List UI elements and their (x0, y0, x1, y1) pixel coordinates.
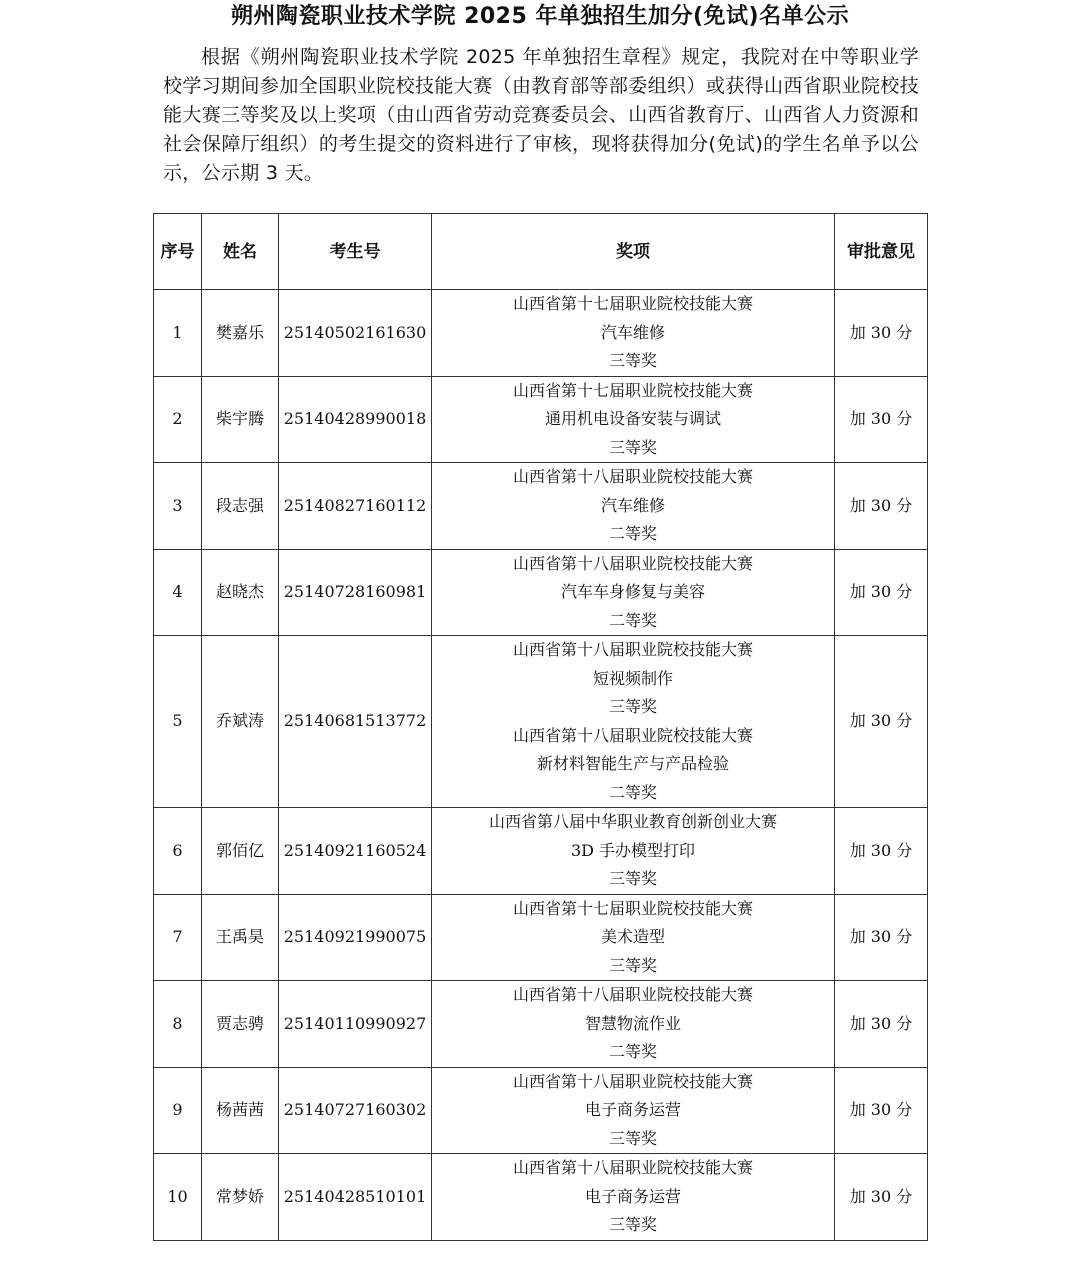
cell-exam-id: 25140110990927 (279, 981, 432, 1068)
cell-seq: 7 (154, 894, 202, 981)
cell-opinion: 加 30 分 (835, 1154, 928, 1241)
award-line: 三等奖 (608, 697, 657, 716)
cell-award (432, 549, 835, 636)
cell-seq: 5 (154, 636, 202, 808)
table-row (154, 376, 928, 463)
award-line: 二等奖 (608, 1042, 657, 1061)
header-opinion: 审批意见 (835, 214, 928, 290)
award-line: 二等奖 (608, 524, 657, 543)
award-line: 山西省第十八届职业院校技能大赛 (512, 1071, 753, 1091)
table-row (154, 1067, 928, 1154)
cell-opinion: 加 30 分 (835, 1067, 928, 1154)
award-line: 山西省第十八届职业院校技能大赛 (512, 985, 753, 1004)
document-title: 朔州陶瓷职业技术学院 2025 年单独招生加分(免试)名单公示 (230, 4, 850, 29)
cell-exam-id: 25140827160112 (279, 463, 432, 550)
award-line: 电子商务运营 (584, 1100, 681, 1119)
award-line: 三等奖 (608, 1128, 657, 1148)
table-row (154, 549, 928, 636)
table-row (154, 808, 928, 895)
award-line: 山西省第十八届职业院校技能大赛 (512, 467, 753, 486)
cell-name: 段志强 (202, 463, 279, 550)
header-name: 姓名 (202, 214, 279, 290)
cell-award (432, 636, 835, 808)
cell-name: 柴宇腾 (202, 376, 279, 463)
cell-opinion: 加 30 分 (835, 894, 928, 981)
table-header-row (154, 214, 928, 290)
award-line: 美术造型 (600, 927, 665, 946)
table-body (154, 290, 928, 1241)
award-line: 3D 手办模型打印 (570, 840, 696, 860)
cell-award (432, 1154, 835, 1241)
cell-seq: 4 (154, 549, 202, 636)
award-line: 山西省第十八届职业院校技能大赛 (512, 725, 753, 745)
cell-opinion: 加 30 分 (835, 636, 928, 808)
award-line: 山西省第十七届职业院校技能大赛 (512, 380, 753, 400)
award-line: 二等奖 (608, 610, 657, 630)
award-line: 三等奖 (608, 869, 657, 888)
cell-exam-id: 25140921160524 (279, 808, 432, 895)
award-line: 二等奖 (608, 782, 657, 802)
cell-award (432, 808, 835, 895)
cell-seq: 10 (154, 1154, 202, 1241)
cell-opinion: 加 30 分 (835, 808, 928, 895)
award-line: 新材料智能生产与产品检验 (536, 754, 729, 773)
cell-opinion: 加 30 分 (835, 981, 928, 1068)
table-row (154, 636, 928, 808)
table-row (154, 290, 928, 377)
cell-name: 常梦娇 (202, 1154, 279, 1241)
cell-award (432, 894, 835, 981)
header-exam-id: 考生号 (279, 214, 432, 290)
table-row (154, 1154, 928, 1241)
cell-name: 郭佰亿 (202, 808, 279, 895)
cell-seq: 2 (154, 376, 202, 463)
award-line: 山西省第十七届职业院校技能大赛 (512, 898, 753, 918)
cell-name: 贾志骋 (202, 981, 279, 1068)
cell-name: 赵晓杰 (202, 549, 279, 636)
award-line: 电子商务运营 (584, 1186, 681, 1206)
cell-seq: 1 (154, 290, 202, 377)
cell-exam-id: 25140727160302 (279, 1067, 432, 1154)
cell-seq: 3 (154, 463, 202, 550)
cell-award (432, 376, 835, 463)
award-line: 三等奖 (608, 351, 657, 370)
table-row (154, 981, 928, 1068)
award-line: 汽车维修 (600, 322, 665, 342)
cell-award (432, 290, 835, 377)
cell-exam-id: 25140681513772 (279, 636, 432, 808)
table-row (154, 463, 928, 550)
cell-opinion: 加 30 分 (835, 376, 928, 463)
award-line: 三等奖 (608, 437, 657, 457)
cell-name: 乔斌涛 (202, 636, 279, 808)
cell-opinion: 加 30 分 (835, 549, 928, 636)
award-line: 山西省第八届中华职业教育创新创业大赛 (488, 812, 777, 831)
award-line: 智慧物流作业 (584, 1013, 681, 1033)
award-line: 短视频制作 (592, 668, 673, 688)
cell-name: 王禹昊 (202, 894, 279, 981)
cell-exam-id: 25140728160981 (279, 549, 432, 636)
award-list-table (153, 213, 928, 1241)
cell-award (432, 463, 835, 550)
award-line: 三等奖 (608, 1215, 657, 1234)
intro-paragraph: 根据《朔州陶瓷职业技术学院 2025 年单独招生章程》规定，我院对在中等职业学校学习期间参加全国职业院校技能大赛（由教育部等部委组织）或获得山西省职业院校技能大赛三等奖及以上奖项（由山西省劳动竞赛委员会、山西省教育厅、山西省人力资源和社会保障厅组织）的考生提交的资料进行了审核，现将获得加分(免试)的学生名单予以公示，公示期 3 天。 (163, 46, 919, 184)
award-line: 汽车维修 (600, 495, 665, 515)
award-line: 汽车车身修复与美容 (560, 582, 705, 601)
cell-award (432, 981, 835, 1068)
award-line: 山西省第十八届职业院校技能大赛 (512, 640, 753, 659)
cell-exam-id: 25140428510101 (279, 1154, 432, 1241)
award-line: 山西省第十七届职业院校技能大赛 (512, 294, 753, 313)
cell-name: 杨茜茜 (202, 1067, 279, 1154)
award-line: 三等奖 (608, 955, 657, 975)
cell-seq: 9 (154, 1067, 202, 1154)
award-line: 山西省第十八届职业院校技能大赛 (512, 1158, 753, 1177)
cell-exam-id: 25140428990018 (279, 376, 432, 463)
header-award: 奖项 (432, 214, 835, 290)
cell-seq: 8 (154, 981, 202, 1068)
cell-opinion: 加 30 分 (835, 290, 928, 377)
header-seq: 序号 (154, 214, 202, 290)
cell-exam-id: 25140921990075 (279, 894, 432, 981)
cell-exam-id: 25140502161630 (279, 290, 432, 377)
table-row (154, 894, 928, 981)
cell-seq: 6 (154, 808, 202, 895)
cell-award (432, 1067, 835, 1154)
cell-name: 樊嘉乐 (202, 290, 279, 377)
cell-opinion: 加 30 分 (835, 463, 928, 550)
award-line: 山西省第十八届职业院校技能大赛 (512, 553, 753, 573)
award-line: 通用机电设备安装与调试 (544, 409, 721, 428)
